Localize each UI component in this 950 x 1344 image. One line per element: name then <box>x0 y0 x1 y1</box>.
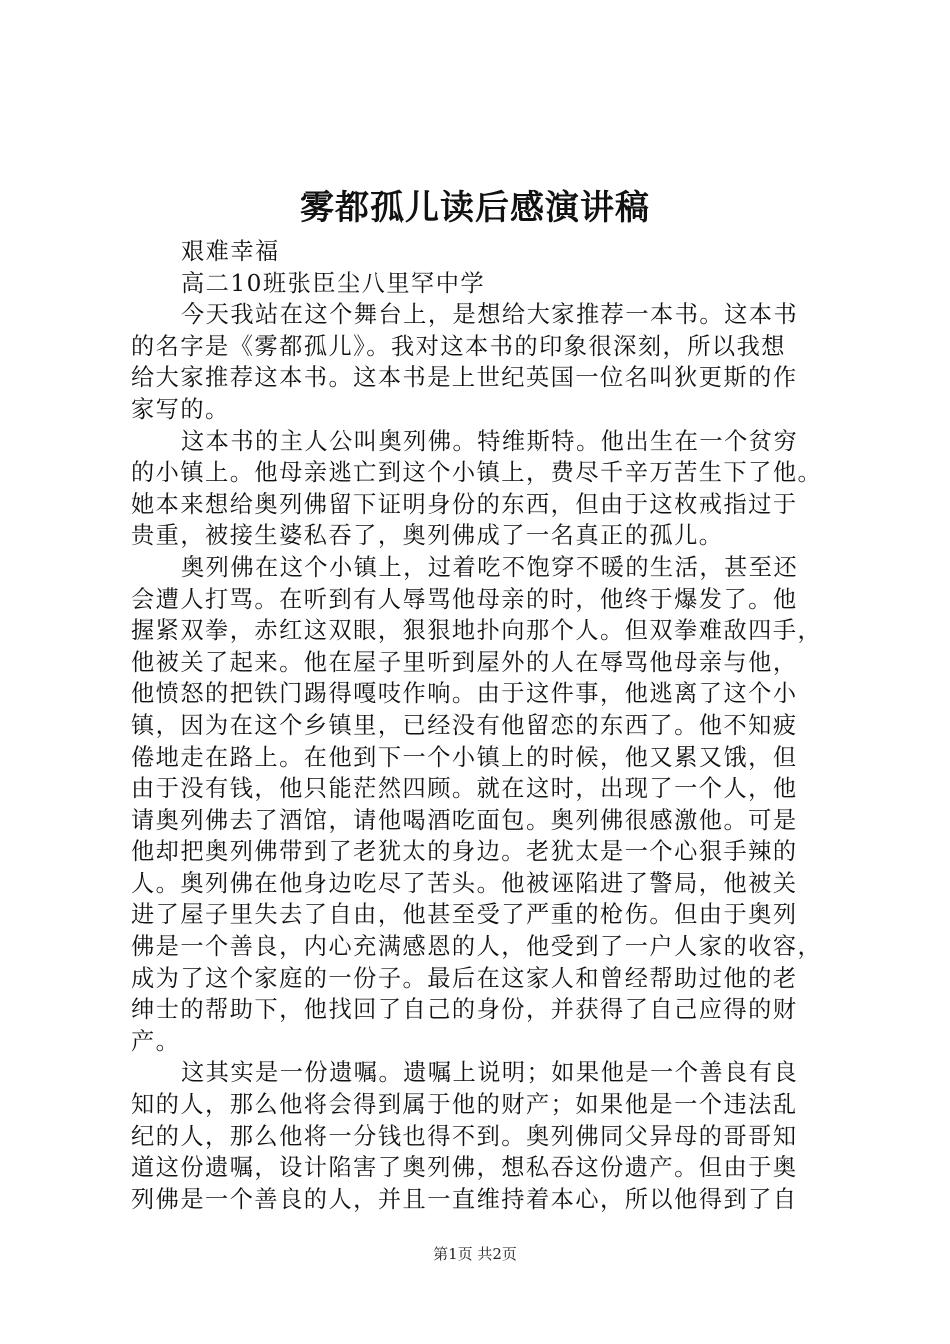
paragraph-2 <box>131 426 831 552</box>
paragraph-line: 的名字是《雾都孤儿》。我对这本书的印象很深刻，所以我想 <box>131 332 786 360</box>
paragraph-line: 请奥列佛去了酒馆，请他喝酒吃面包。奥列佛很感激他。可是 <box>131 806 798 834</box>
paragraph-line: 成为了这个家庭的一份子。最后在这家人和曾经帮助过他的老 <box>131 964 798 992</box>
paragraph-line: 人。奥列佛在他身边吃尽了苦头。他被诬陷进了警局，他被关 <box>131 869 798 897</box>
paragraph-line: 产。 <box>131 1027 181 1055</box>
paragraph-line: 这其实是一份遗嘱。遗嘱上说明；如果他是一个善良有良 <box>181 1059 799 1087</box>
paragraph-1 <box>131 299 831 425</box>
paragraph-line: 家写的。 <box>131 395 230 423</box>
paragraph-line: 倦地走在路上。在他到下一个小镇上的时候，他又累又饿，但 <box>131 743 798 771</box>
paragraph-line: 的小镇上。他母亲逃亡到这个小镇上，费尽千辛万苦生下了他。 <box>131 459 823 487</box>
paragraph-line: 由于没有钱，他只能茫然四顾。就在这时，出现了一个人，他 <box>131 775 798 803</box>
paragraph-4 <box>131 1057 831 1215</box>
paragraph-line: 他却把奥列佛带到了老犹太的身边。老犹太是一个心狠手辣的 <box>131 838 798 866</box>
paragraph-line: 镇，因为在这个乡镇里，已经没有他留恋的东西了。他不知疲 <box>131 711 798 739</box>
document-title: 雾都孤儿读后感演讲稿 <box>300 188 650 228</box>
paragraph-line: 他愤怒的把铁门踢得嘎吱作响。由于这件事，他逃离了这个小 <box>131 680 798 708</box>
paragraph-line: 纪的人，那么他将一分钱也得不到。奥列佛同父异母的哥哥知 <box>131 1122 798 1150</box>
paragraph-line: 会遭人打骂。在听到有人辱骂他母亲的时，他终于爆发了。他 <box>131 585 798 613</box>
paragraph-line: 他被关了起来。他在屋子里听到屋外的人在辱骂他母亲与他， <box>131 648 798 676</box>
paragraph-line: 进了屋子里失去了自由，他甚至受了严重的枪伤。但由于奥列 <box>131 901 798 929</box>
page-footer: 第1页 共2页 <box>433 1245 517 1263</box>
paragraph-line: 绅士的帮助下，他找回了自己的身份，并获得了自己应得的财 <box>131 996 798 1024</box>
paragraph-line: 道这份遗嘱，设计陷害了奥列佛，想私吞这份遗产。但由于奥 <box>131 1154 798 1182</box>
author-line: 高二10班张臣尘八里罕中学 <box>181 269 486 297</box>
paragraph-line: 知的人，那么他将会得到属于他的财产；如果他是一个违法乱 <box>131 1091 798 1119</box>
paragraph-line: 今天我站在这个舞台上，是想给大家推荐一本书。这本书 <box>181 301 799 329</box>
paragraph-line: 贵重，被接生婆私吞了，奥列佛成了一名真正的孤儿。 <box>131 522 724 550</box>
subtitle: 艰难幸福 <box>181 238 280 265</box>
paragraph-line: 列佛是一个善良的人，并且一直维持着本心，所以他得到了自 <box>131 1185 798 1213</box>
paragraph-line: 佛是一个善良，内心充满感恩的人，他受到了一户人家的收容， <box>131 933 823 961</box>
paragraph-line: 给大家推荐这本书。这本书是上世纪英国一位名叫狄更斯的作 <box>131 364 798 392</box>
paragraph-line: 这本书的主人公叫奥列佛。特维斯特。他出生在一个贫穷 <box>181 427 799 455</box>
paragraph-line: 握紧双拳，赤红这双眼，狠狠地扑向那个人。但双拳难敌四手， <box>131 617 823 645</box>
document-body <box>131 236 831 1215</box>
paragraph-line: 奥列佛在这个小镇上，过着吃不饱穿不暖的生活，甚至还 <box>181 553 799 581</box>
paragraph-line: 她本来想给奥列佛留下证明身份的东西，但由于这枚戒指过于 <box>131 490 798 518</box>
paragraph-3 <box>131 552 831 1058</box>
